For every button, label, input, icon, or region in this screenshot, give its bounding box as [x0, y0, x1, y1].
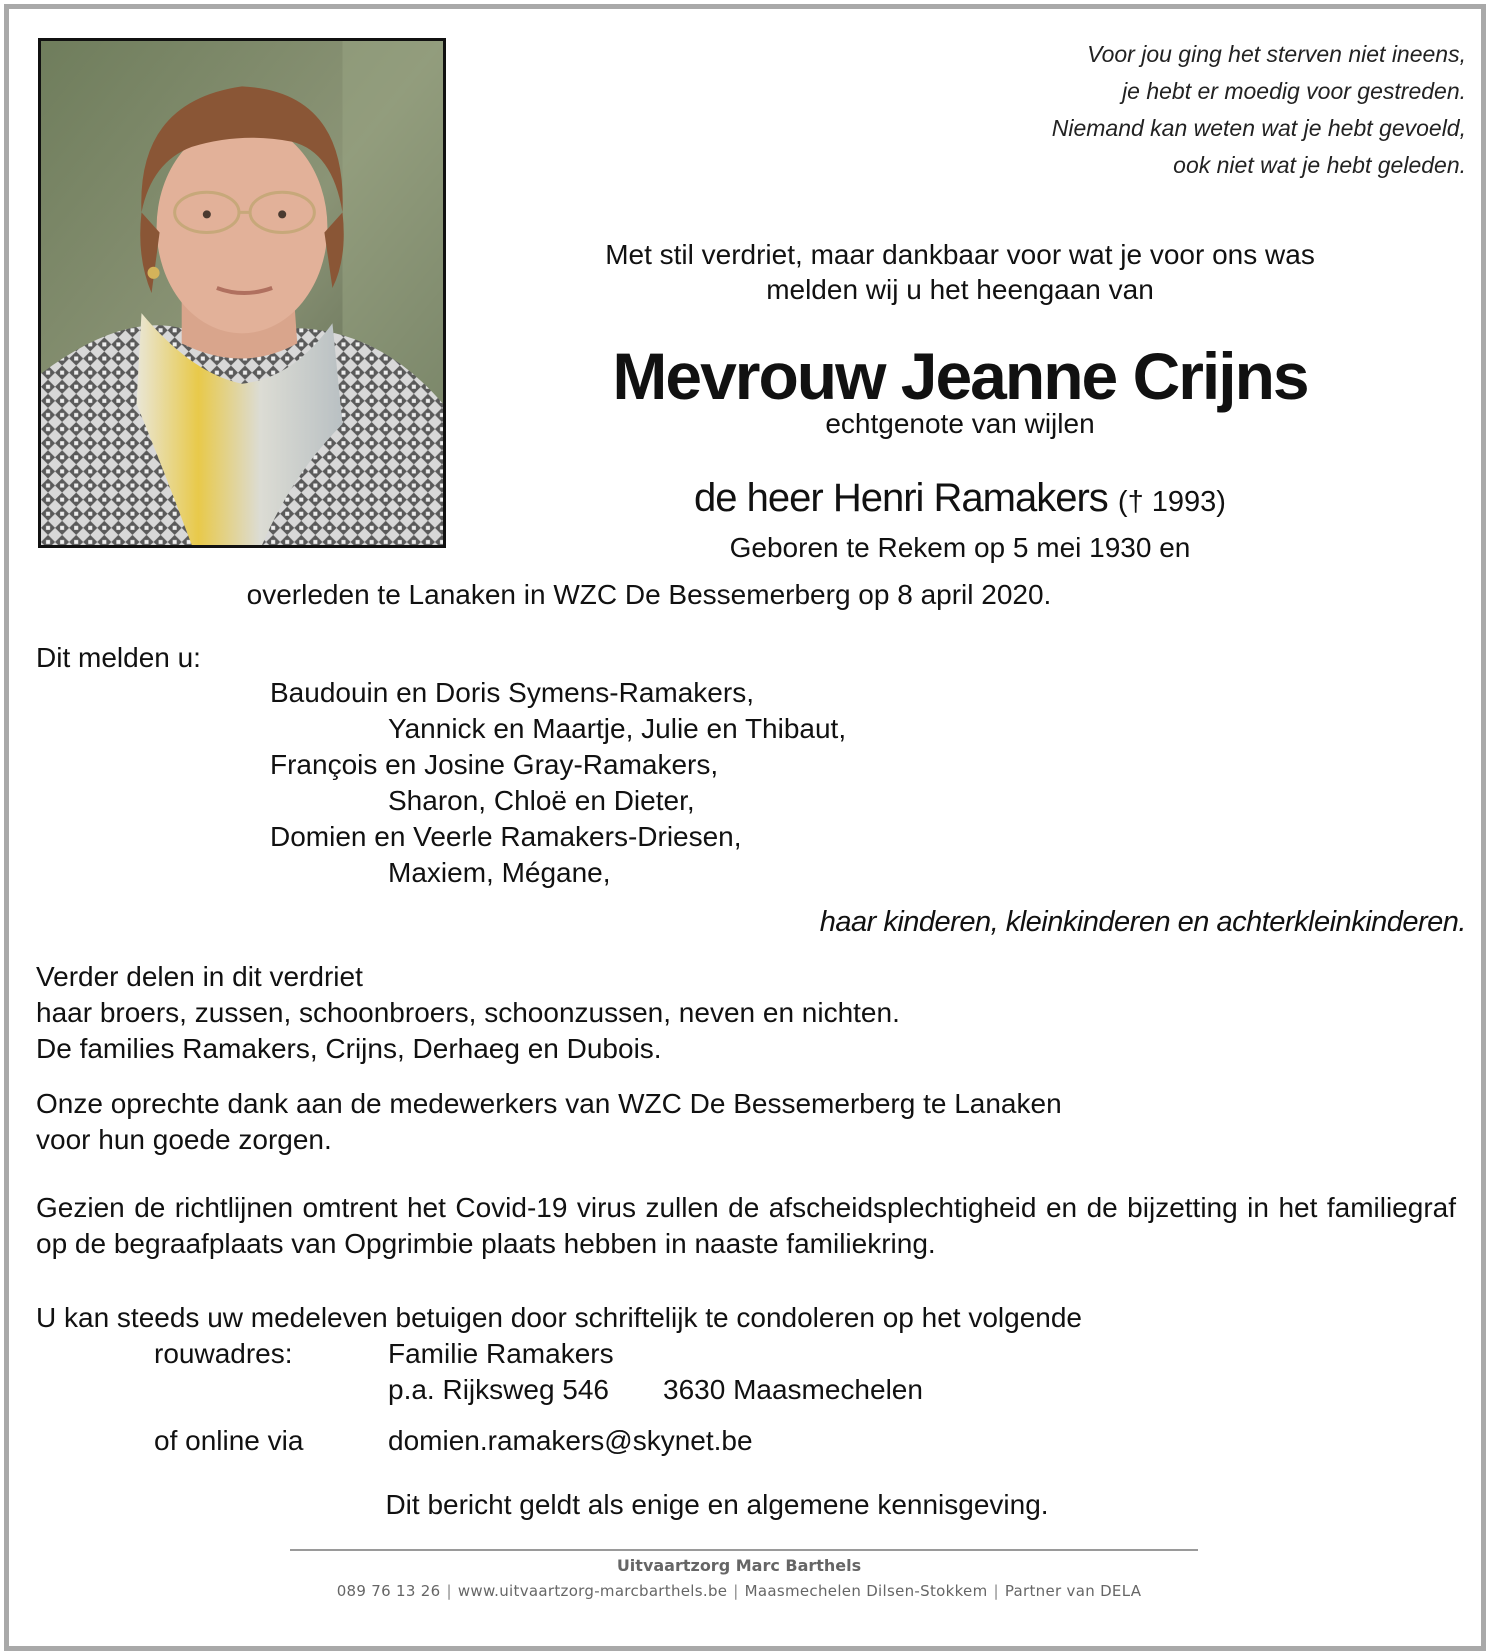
family-line: Sharon, Chloë en Dieter,	[388, 785, 695, 816]
intro-line: melden wij u het heengaan van	[766, 274, 1154, 305]
address-street: p.a. Rijksweg 546	[388, 1374, 610, 1405]
spouse-name: de heer Henri Ramakers	[694, 476, 1108, 520]
death-info: overleden te Lanaken in WZC De Bessemerberg op 8 april 2020.	[246, 579, 1052, 610]
condolence-intro: U kan steeds uw medeleven betuigen door schriftelijk te condoleren op het volgende	[36, 1302, 1082, 1333]
covid-notice: Gezien de richtlijnen omtrent het Covid-19 virus zullen de afscheidsplechtigheid en de bijzetting in het familiegraf op de begraafplaats van Opgrimbie plaats hebben in naaste familiekring.	[36, 1192, 1456, 1259]
poem-line: ook niet wat je hebt geleden.	[1173, 152, 1466, 178]
footer-partner: Partner van DELA	[1004, 1582, 1142, 1600]
footer-website-link[interactable]: www.uitvaartzorg-marcbarthels.be	[457, 1582, 728, 1600]
family-line: Maxiem, Mégane,	[388, 857, 611, 888]
footer-divider	[290, 1549, 1198, 1551]
birth-info: Geboren te Rekem op 5 mei 1930 en	[729, 532, 1191, 563]
address-name: Familie Ramakers	[388, 1338, 614, 1369]
family-line: Baudouin en Doris Symens-Ramakers,	[270, 677, 754, 708]
footer-contact: 089 76 13 26 | www.uitvaartzorg-marcbarthels.be | Maasmechelen Dilsen-Stokkem | Partner van DELA	[336, 1582, 1142, 1600]
family-relation: haar kinderen, kleinkinderen en achterkleinkinderen.	[819, 906, 1466, 938]
others-line: Verder delen in dit verdriet	[36, 961, 363, 992]
poem-line: Niemand kan weten wat je hebt gevoeld,	[1051, 115, 1466, 141]
address-label: rouwadres:	[154, 1338, 293, 1369]
spouse-line	[500, 474, 1420, 526]
closing-note: Dit bericht geldt als enige en algemene kennisgeving.	[385, 1489, 1049, 1520]
spouse-intro: echtgenote van wijlen	[825, 408, 1095, 439]
others-line: De families Ramakers, Crijns, Derhaeg en Dubois.	[36, 1033, 662, 1064]
address-city: 3630 Maasmechelen	[663, 1374, 923, 1405]
online-label: of online via	[154, 1425, 304, 1456]
footer-phone: 089 76 13 26	[336, 1582, 441, 1600]
thanks-line: Onze oprechte dank aan de medewerkers van WZC De Bessemerberg te Lanaken	[36, 1088, 1062, 1119]
thanks-line: voor hun goede zorgen.	[36, 1124, 332, 1155]
spouse-death-year: († 1993)	[1117, 486, 1226, 518]
family-line: Yannick en Maartje, Julie en Thibaut,	[388, 713, 847, 744]
footer-company: Uitvaartzorg Marc Barthels	[616, 1556, 862, 1575]
poem-line: Voor jou ging het sterven niet ineens,	[1087, 41, 1466, 67]
portrait-photo	[38, 38, 446, 548]
family-line: François en Josine Gray-Ramakers,	[270, 749, 719, 780]
others-line: haar broers, zussen, schoonbroers, schoonzussen, neven en nichten.	[36, 997, 900, 1028]
family-line: Domien en Veerle Ramakers-Driesen,	[270, 821, 742, 852]
email-link[interactable]: domien.ramakers@skynet.be	[388, 1425, 753, 1456]
announce-label: Dit melden u:	[36, 642, 201, 673]
footer-locations: Maasmechelen Dilsen-Stokkem	[744, 1582, 988, 1600]
deceased-name: Mevrouw Jeanne Crijns	[612, 339, 1308, 413]
poem-line: je hebt er moedig voor gestreden.	[1122, 78, 1466, 104]
intro-line: Met stil verdriet, maar dankbaar voor wat je voor ons was	[605, 239, 1315, 270]
poem	[1052, 36, 1466, 184]
